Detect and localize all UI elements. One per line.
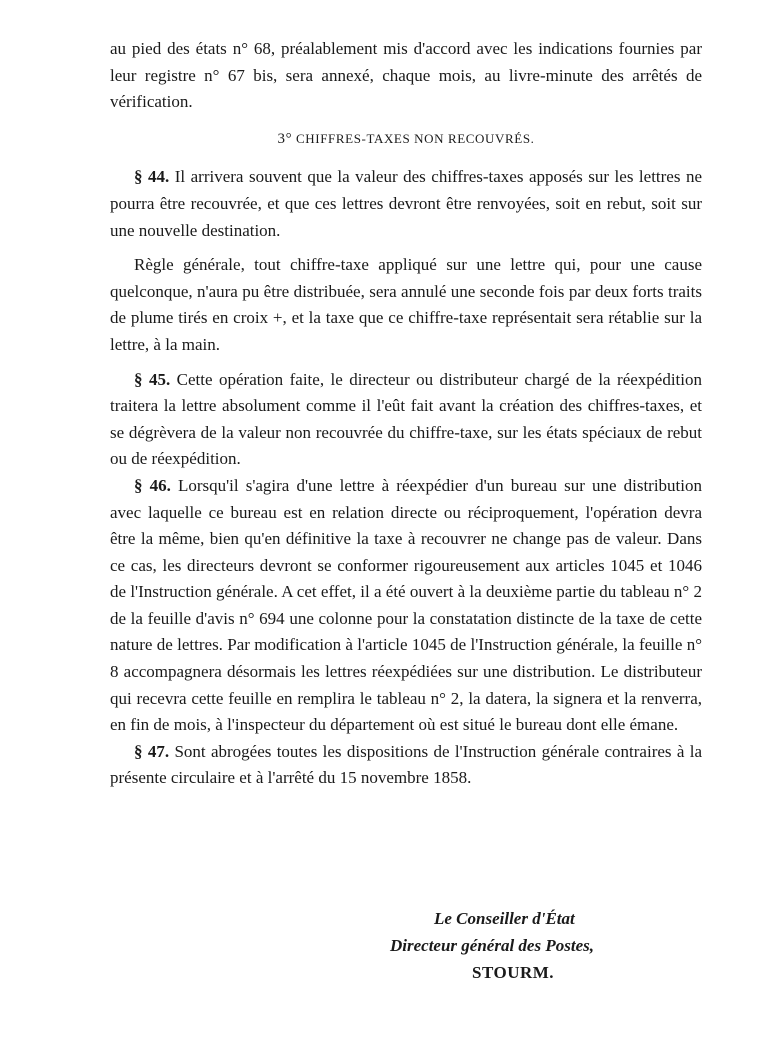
paragraph-regle-generale [110,252,702,358]
body-text [110,36,702,792]
section-title [110,126,702,153]
signature-title: Le Conseiller d'État [434,909,575,928]
signature-function: Directeur général des Postes, [390,936,594,955]
paragraph-text: Lorsqu'il s'agira d'une lettre à réexpédier d'un bureau sur une distribution avec laquelle ce bureau est en relation directe ou réciproquement, l'opération devra être la même, bien qu'en définitive la taxe à recouvrer ne change pas de valeur. Dans ce cas, les directeurs devront se conformer rigoureusement aux articles 1045 et 1046 de l'Instruction générale. A cet effet, il a été ouvert à la deuxième partie du tableau n° 2 de la feuille d'avis n° 694 une colonne pour la constatation distincte de la taxe de cette nature de lettres. Par modification à l'article 1045 de l'Instruction générale, la feuille n° 8 accompagnera désormais les lettres réexpédiées sur une distribution. Le distributeur qui recevra cette feuille en remplira le tableau n° 2, la datera, la signera et la renverra, en fin de mois, à l'inspecteur du département où est situé le bureau dont elle émane. [110,475,703,735]
paragraph-text: Règle générale, tout chiffre-taxe appliqué sur une lettre qui, pour une cause quelconque, n'aura pu être distribuée, sera annulé une seconde fois par deux forts traits de plume tirés en croix +, et la taxe que ce chiffre-taxe représentait sera rétablie sur la lettre, à la main. [110,255,702,354]
signature-name: STOURM. [472,963,555,982]
paragraph-text: Il arrivera souvent que la valeur des chiffres-taxes apposés sur les lettres ne pourra être recouvrée, et que ces lettres devront être renvoyées, soit en rebut, soit sur une nouvelle destination. [110,167,703,240]
paragraph-46 [110,473,702,739]
intro-paragraph: au pied des états n° 68, préalablement mis d'accord avec les indications fournies par leur registre n° 67 bis, sera annexé, chaque mois, au livre-minute des arrêtés de vérification. [110,39,702,112]
paragraph-number: § 46. [134,475,171,495]
paragraph-number: § 47. [134,741,170,761]
paragraph-text: Cette opération faite, le directeur ou distributeur chargé de la réexpédition traitera la lettre absolument comme il l'eût fait avant la création des chiffres-taxes, et se dégrèvera de la valeur non recouvrée du chiffre-taxe, sur les états spéciaux de rebut ou de réexpédition. [110,369,703,469]
paragraph-44 [110,164,702,244]
paragraph-text: Sont abrogées toutes les dispositions de l'Instruction générale contraires à la présente circulaire et à l'arrêté du 15 novembre 1858. [110,741,703,788]
paragraph-45 [110,367,702,473]
paragraph-number: § 45. [134,369,171,389]
signature-block [380,905,680,986]
paragraph-number: § 44. [134,167,170,187]
section-label: CHIFFRES-TAXES NON RECOUVRÉS. [296,130,535,146]
paragraph-47 [110,739,702,792]
section-number: 3° [277,130,293,147]
